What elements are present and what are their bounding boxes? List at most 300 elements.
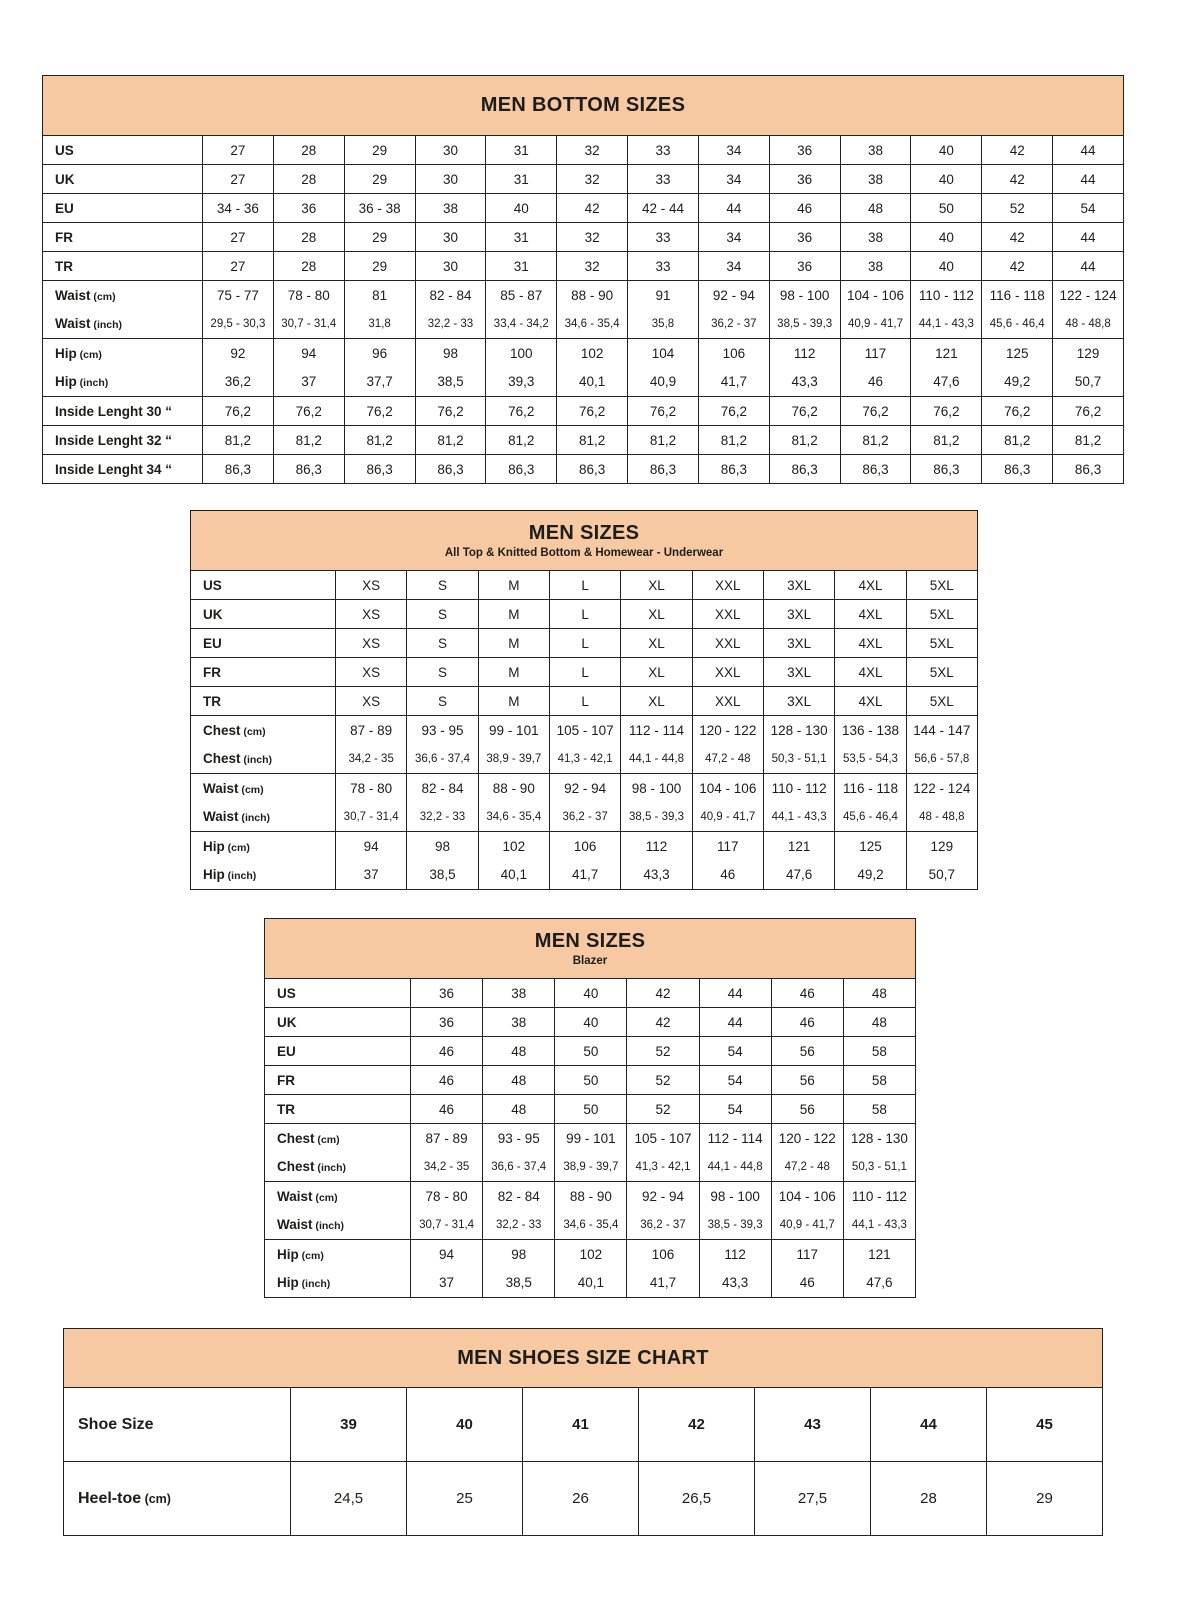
table-row xyxy=(191,745,978,774)
table-cell: 88 - 90 xyxy=(478,774,549,803)
table-title: MEN BOTTOM SIZES xyxy=(480,94,686,116)
table-cell: 38,5 xyxy=(415,368,486,397)
table-cell: 28 xyxy=(273,252,344,281)
table-cell: 38,9 - 39,7 xyxy=(555,1153,627,1182)
table-cell: 27 xyxy=(203,165,274,194)
row-label: TR xyxy=(265,1095,411,1124)
table-cell: 48 xyxy=(483,1095,555,1124)
table-cell: 42 xyxy=(627,1008,699,1037)
table-cell: 112 xyxy=(699,1240,771,1269)
table-row xyxy=(64,1388,1103,1462)
row-label: Waist (cm) xyxy=(43,281,203,310)
table-row xyxy=(43,165,1124,194)
table-cell: 98 - 100 xyxy=(699,1182,771,1211)
table-cell: 40 xyxy=(911,223,982,252)
table-cell: 42 xyxy=(982,252,1053,281)
table-cell: 81,2 xyxy=(203,426,274,455)
table-cell: 121 xyxy=(843,1240,915,1269)
table-cell: 104 xyxy=(628,339,699,368)
table-cell: 4XL xyxy=(835,629,906,658)
table-cell: 5XL xyxy=(906,687,977,716)
table-cell: 36 xyxy=(769,136,840,165)
table-cell: 98 - 100 xyxy=(769,281,840,310)
row-label: US xyxy=(191,571,336,600)
table-cell: 31 xyxy=(486,223,557,252)
table-cell: M xyxy=(478,687,549,716)
table-cell: 5XL xyxy=(906,571,977,600)
table-cell: 85 - 87 xyxy=(486,281,557,310)
table-cell: 56 xyxy=(771,1095,843,1124)
row-label: Inside Lenght 34 “ xyxy=(43,455,203,484)
table-cell: 100 xyxy=(486,339,557,368)
table-row xyxy=(43,310,1124,339)
table-cell: 36 xyxy=(411,979,483,1008)
table-cell: 3XL xyxy=(763,629,834,658)
table-cell: 34 xyxy=(698,165,769,194)
table-cell: 136 - 138 xyxy=(835,716,906,745)
table-cell: 98 xyxy=(415,339,486,368)
table-cell: 5XL xyxy=(906,600,977,629)
table-cell: 42 xyxy=(627,979,699,1008)
table-cell: 34,6 - 35,4 xyxy=(557,310,628,339)
table-cell: 128 - 130 xyxy=(843,1124,915,1153)
table-cell: 50 xyxy=(555,1066,627,1095)
table-row xyxy=(265,979,916,1008)
table-cell: 44,1 - 44,8 xyxy=(621,745,692,774)
table-cell: 31 xyxy=(486,252,557,281)
men-bottom-sizes-section xyxy=(42,75,1124,484)
table-cell: 86,3 xyxy=(486,455,557,484)
table-cell: 49,2 xyxy=(835,861,906,890)
table-cell: 121 xyxy=(763,832,834,861)
table-cell: 46 xyxy=(411,1095,483,1124)
men-sizes-top-table xyxy=(190,510,978,890)
table-cell: 38 xyxy=(840,252,911,281)
table-cell: 144 - 147 xyxy=(906,716,977,745)
table-cell: 99 - 101 xyxy=(478,716,549,745)
table-cell: 40,9 - 41,7 xyxy=(840,310,911,339)
table-cell: 92 - 94 xyxy=(549,774,620,803)
table-cell: 32,2 - 33 xyxy=(483,1211,555,1240)
table-cell: 43,3 xyxy=(769,368,840,397)
table-cell: 82 - 84 xyxy=(483,1182,555,1211)
table-cell: 125 xyxy=(835,832,906,861)
table-cell: 117 xyxy=(840,339,911,368)
table-cell: 38 xyxy=(483,979,555,1008)
table-cell: 40 xyxy=(407,1388,523,1462)
table-cell: 40,1 xyxy=(478,861,549,890)
table-cell: 38,5 xyxy=(407,861,478,890)
table-cell: 86,3 xyxy=(982,455,1053,484)
table-cell: 46 xyxy=(411,1037,483,1066)
table-cell: 30,7 - 31,4 xyxy=(273,310,344,339)
row-label: US xyxy=(43,136,203,165)
table-row xyxy=(43,252,1124,281)
table-cell: 99 - 101 xyxy=(555,1124,627,1153)
table-cell: 40,9 - 41,7 xyxy=(692,803,763,832)
table-cell: L xyxy=(549,571,620,600)
table-cell: 38,5 - 39,3 xyxy=(769,310,840,339)
table-cell: 28 xyxy=(273,136,344,165)
table-cell: 29 xyxy=(344,165,415,194)
table-cell: 39,3 xyxy=(486,368,557,397)
table-cell: 46 xyxy=(411,1066,483,1095)
table-cell: XL xyxy=(621,629,692,658)
table-cell: 82 - 84 xyxy=(407,774,478,803)
table-cell: 36,2 - 37 xyxy=(698,310,769,339)
table-cell: 104 - 106 xyxy=(840,281,911,310)
table-cell: 50,7 xyxy=(906,861,977,890)
table-cell: 31,8 xyxy=(344,310,415,339)
table-body xyxy=(191,571,978,890)
table-cell: 47,2 - 48 xyxy=(692,745,763,774)
table-cell: 45,6 - 46,4 xyxy=(982,310,1053,339)
table-cell: 48 xyxy=(843,1008,915,1037)
table-cell: 56 xyxy=(771,1066,843,1095)
table-cell: 81,2 xyxy=(769,426,840,455)
table-cell: 40 xyxy=(486,194,557,223)
table-cell: 40 xyxy=(911,136,982,165)
table-cell: 5XL xyxy=(906,658,977,687)
table-cell: XS xyxy=(336,600,407,629)
table-cell: 40,9 - 41,7 xyxy=(771,1211,843,1240)
table-cell: 34 - 36 xyxy=(203,194,274,223)
table-cell: 105 - 107 xyxy=(627,1124,699,1153)
table-cell: 81,2 xyxy=(911,426,982,455)
table-cell: 37 xyxy=(336,861,407,890)
table-cell: 30,7 - 31,4 xyxy=(336,803,407,832)
table-cell: 50 xyxy=(555,1037,627,1066)
table-cell: L xyxy=(549,687,620,716)
table-cell: L xyxy=(549,629,620,658)
table-cell: 93 - 95 xyxy=(483,1124,555,1153)
table-cell: 46 xyxy=(692,861,763,890)
table-cell: 41,7 xyxy=(627,1269,699,1298)
table-cell: 36,2 - 37 xyxy=(627,1211,699,1240)
table-cell: 125 xyxy=(982,339,1053,368)
table-cell: XL xyxy=(621,687,692,716)
table-cell: 52 xyxy=(627,1066,699,1095)
table-cell: 58 xyxy=(843,1066,915,1095)
table-cell: 37 xyxy=(411,1269,483,1298)
table-cell: 26 xyxy=(523,1462,639,1536)
table-cell: 129 xyxy=(906,832,977,861)
table-cell: 98 - 100 xyxy=(621,774,692,803)
table-cell: 42 xyxy=(639,1388,755,1462)
table-header xyxy=(265,919,916,979)
row-label: TR xyxy=(191,687,336,716)
row-label: UK xyxy=(191,600,336,629)
table-cell: 46 xyxy=(769,194,840,223)
table-cell: 42 - 44 xyxy=(628,194,699,223)
table-cell: 86,3 xyxy=(1053,455,1124,484)
men-sizes-blazer-section xyxy=(264,918,916,1298)
table-cell: 50,3 - 51,1 xyxy=(843,1153,915,1182)
row-label: Inside Lenght 32 “ xyxy=(43,426,203,455)
table-cell: 33 xyxy=(628,223,699,252)
table-cell: 36,2 xyxy=(203,368,274,397)
table-cell: 3XL xyxy=(763,600,834,629)
table-cell: 112 - 114 xyxy=(699,1124,771,1153)
table-header-row xyxy=(43,76,1124,136)
row-label: Waist (inch) xyxy=(265,1211,411,1240)
table-cell: 33 xyxy=(628,136,699,165)
men-sizes-top-section xyxy=(190,510,978,890)
table-row xyxy=(43,136,1124,165)
table-cell: 54 xyxy=(699,1037,771,1066)
table-cell: 104 - 106 xyxy=(771,1182,843,1211)
table-cell: 42 xyxy=(557,194,628,223)
table-cell: 81,2 xyxy=(1053,426,1124,455)
table-cell: 86,3 xyxy=(415,455,486,484)
table-cell: XXL xyxy=(692,600,763,629)
table-cell: 112 - 114 xyxy=(621,716,692,745)
table-header xyxy=(191,511,978,571)
table-cell: 112 xyxy=(621,832,692,861)
table-row xyxy=(43,368,1124,397)
row-label: Waist (cm) xyxy=(191,774,336,803)
table-cell: S xyxy=(407,600,478,629)
table-cell: 45,6 - 46,4 xyxy=(835,803,906,832)
table-cell: 29 xyxy=(344,252,415,281)
table-cell: 49,2 xyxy=(982,368,1053,397)
table-cell: 110 - 112 xyxy=(763,774,834,803)
table-cell: 42 xyxy=(982,223,1053,252)
table-cell: 34,6 - 35,4 xyxy=(555,1211,627,1240)
table-cell: 88 - 90 xyxy=(557,281,628,310)
table-cell: 76,2 xyxy=(911,397,982,426)
table-cell: M xyxy=(478,629,549,658)
table-cell: 32 xyxy=(557,136,628,165)
row-label: Hip (inch) xyxy=(191,861,336,890)
table-cell: 40 xyxy=(555,979,627,1008)
table-cell: 56,6 - 57,8 xyxy=(906,745,977,774)
table-cell: 47,6 xyxy=(911,368,982,397)
table-row xyxy=(265,1008,916,1037)
table-cell: 27,5 xyxy=(755,1462,871,1536)
table-cell: 58 xyxy=(843,1095,915,1124)
table-cell: 53,5 - 54,3 xyxy=(835,745,906,774)
table-cell: 4XL xyxy=(835,600,906,629)
table-cell: S xyxy=(407,687,478,716)
table-cell: 112 xyxy=(769,339,840,368)
table-cell: 93 - 95 xyxy=(407,716,478,745)
table-cell: 88 - 90 xyxy=(555,1182,627,1211)
table-header-row xyxy=(64,1329,1103,1388)
table-cell: 4XL xyxy=(835,687,906,716)
table-cell: 94 xyxy=(273,339,344,368)
table-cell: 54 xyxy=(699,1066,771,1095)
table-cell: 44 xyxy=(1053,165,1124,194)
table-cell: XXL xyxy=(692,687,763,716)
table-cell: 110 - 112 xyxy=(843,1182,915,1211)
table-cell: 42 xyxy=(982,136,1053,165)
table-cell: 41,7 xyxy=(549,861,620,890)
table-row xyxy=(191,716,978,745)
table-cell: XS xyxy=(336,629,407,658)
table-cell: 44,1 - 43,3 xyxy=(911,310,982,339)
table-row xyxy=(265,1124,916,1153)
table-cell: 36 xyxy=(769,223,840,252)
table-cell: 32 xyxy=(557,252,628,281)
table-cell: 56 xyxy=(771,1037,843,1066)
table-cell: 44 xyxy=(698,194,769,223)
table-cell: 46 xyxy=(771,1269,843,1298)
table-cell: 106 xyxy=(698,339,769,368)
table-cell: 102 xyxy=(555,1240,627,1269)
table-cell: 36,6 - 37,4 xyxy=(407,745,478,774)
table-cell: 3XL xyxy=(763,658,834,687)
table-cell: 44 xyxy=(699,1008,771,1037)
men-sizes-blazer-table xyxy=(264,918,916,1298)
row-label: US xyxy=(265,979,411,1008)
table-cell: 25 xyxy=(407,1462,523,1536)
table-cell: 128 - 130 xyxy=(763,716,834,745)
table-cell: 120 - 122 xyxy=(771,1124,843,1153)
table-cell: 102 xyxy=(557,339,628,368)
table-cell: 76,2 xyxy=(982,397,1053,426)
table-cell: 54 xyxy=(1053,194,1124,223)
table-cell: 34 xyxy=(698,136,769,165)
table-cell: 117 xyxy=(771,1240,843,1269)
table-cell: 81,2 xyxy=(698,426,769,455)
table-row xyxy=(191,832,978,861)
table-cell: 87 - 89 xyxy=(336,716,407,745)
table-cell: 50 xyxy=(555,1095,627,1124)
table-cell: S xyxy=(407,658,478,687)
table-cell: 78 - 80 xyxy=(336,774,407,803)
table-cell: 41,3 - 42,1 xyxy=(627,1153,699,1182)
table-cell: 36 xyxy=(769,252,840,281)
table-cell: 106 xyxy=(627,1240,699,1269)
table-cell: 78 - 80 xyxy=(411,1182,483,1211)
table-cell: 29 xyxy=(344,136,415,165)
table-cell: 27 xyxy=(203,252,274,281)
table-cell: 75 - 77 xyxy=(203,281,274,310)
table-cell: 104 - 106 xyxy=(692,774,763,803)
table-cell: 34 xyxy=(698,252,769,281)
table-cell: 35,8 xyxy=(628,310,699,339)
table-cell: XXL xyxy=(692,658,763,687)
table-cell: 36 xyxy=(769,165,840,194)
table-row xyxy=(265,1211,916,1240)
table-cell: 41 xyxy=(523,1388,639,1462)
table-header-row xyxy=(265,919,916,979)
table-cell: XL xyxy=(621,600,692,629)
row-label: Inside Lenght 30 “ xyxy=(43,397,203,426)
row-label: Waist (inch) xyxy=(191,803,336,832)
table-subtitle: All Top & Knitted Bottom & Homewear - Underwear xyxy=(444,547,724,559)
table-cell: S xyxy=(407,629,478,658)
table-cell: 47,6 xyxy=(763,861,834,890)
table-cell: 31 xyxy=(486,136,557,165)
row-label: FR xyxy=(191,658,336,687)
table-cell: 76,2 xyxy=(1053,397,1124,426)
table-cell: 29 xyxy=(987,1462,1103,1536)
table-row xyxy=(43,194,1124,223)
table-body xyxy=(265,979,916,1298)
table-cell: 81,2 xyxy=(344,426,415,455)
table-cell: 48 xyxy=(840,194,911,223)
table-cell: 41,7 xyxy=(698,368,769,397)
table-header-row xyxy=(191,511,978,571)
table-cell: 40,1 xyxy=(555,1269,627,1298)
row-label: Hip (cm) xyxy=(43,339,203,368)
row-label: EU xyxy=(265,1037,411,1066)
table-cell: 45 xyxy=(987,1388,1103,1462)
table-cell: 40 xyxy=(555,1008,627,1037)
table-row xyxy=(191,803,978,832)
table-cell: 120 - 122 xyxy=(692,716,763,745)
table-cell: 42 xyxy=(982,165,1053,194)
table-cell: 129 xyxy=(1053,339,1124,368)
table-subtitle: Blazer xyxy=(572,955,608,967)
row-label: UK xyxy=(265,1008,411,1037)
table-cell: 48 - 48,8 xyxy=(1053,310,1124,339)
table-row xyxy=(265,1240,916,1269)
table-cell: 81,2 xyxy=(840,426,911,455)
row-label: EU xyxy=(191,629,336,658)
table-cell: 44 xyxy=(1053,252,1124,281)
table-cell: 116 - 118 xyxy=(982,281,1053,310)
table-cell: 116 - 118 xyxy=(835,774,906,803)
table-cell: 81,2 xyxy=(628,426,699,455)
table-cell: 30 xyxy=(415,136,486,165)
row-label: Waist (inch) xyxy=(43,310,203,339)
table-row xyxy=(43,339,1124,368)
men-shoes-size-chart-table xyxy=(63,1328,1103,1536)
table-cell: 38,5 xyxy=(483,1269,555,1298)
table-cell: 110 - 112 xyxy=(911,281,982,310)
table-row xyxy=(43,455,1124,484)
table-cell: 76,2 xyxy=(628,397,699,426)
table-cell: 50,7 xyxy=(1053,368,1124,397)
table-cell: 32,2 - 33 xyxy=(407,803,478,832)
row-label: Hip (cm) xyxy=(265,1240,411,1269)
table-cell: 38,5 - 39,3 xyxy=(621,803,692,832)
table-cell: 48 xyxy=(843,979,915,1008)
table-cell: 91 xyxy=(628,281,699,310)
table-cell: 81,2 xyxy=(982,426,1053,455)
table-row xyxy=(43,426,1124,455)
table-cell: XXL xyxy=(692,629,763,658)
table-cell: 98 xyxy=(407,832,478,861)
table-cell: 86,3 xyxy=(203,455,274,484)
table-title: MEN SIZES xyxy=(534,930,646,952)
table-cell: 52 xyxy=(627,1095,699,1124)
table-cell: 58 xyxy=(843,1037,915,1066)
table-header xyxy=(64,1329,1103,1388)
table-row xyxy=(43,397,1124,426)
table-title: MEN SIZES xyxy=(528,522,640,544)
table-cell: 29 xyxy=(344,223,415,252)
table-cell: 36 xyxy=(273,194,344,223)
table-cell: 38 xyxy=(840,165,911,194)
table-cell: 30 xyxy=(415,252,486,281)
row-label: UK xyxy=(43,165,203,194)
table-cell: 94 xyxy=(336,832,407,861)
table-cell: 44 xyxy=(699,979,771,1008)
table-cell: XL xyxy=(621,571,692,600)
table-cell: M xyxy=(478,658,549,687)
table-cell: XS xyxy=(336,658,407,687)
table-cell: 48 - 48,8 xyxy=(906,803,977,832)
table-cell: 46 xyxy=(771,1008,843,1037)
table-cell: 37 xyxy=(273,368,344,397)
table-cell: 92 - 94 xyxy=(698,281,769,310)
table-cell: M xyxy=(478,571,549,600)
table-cell: 44,1 - 44,8 xyxy=(699,1153,771,1182)
